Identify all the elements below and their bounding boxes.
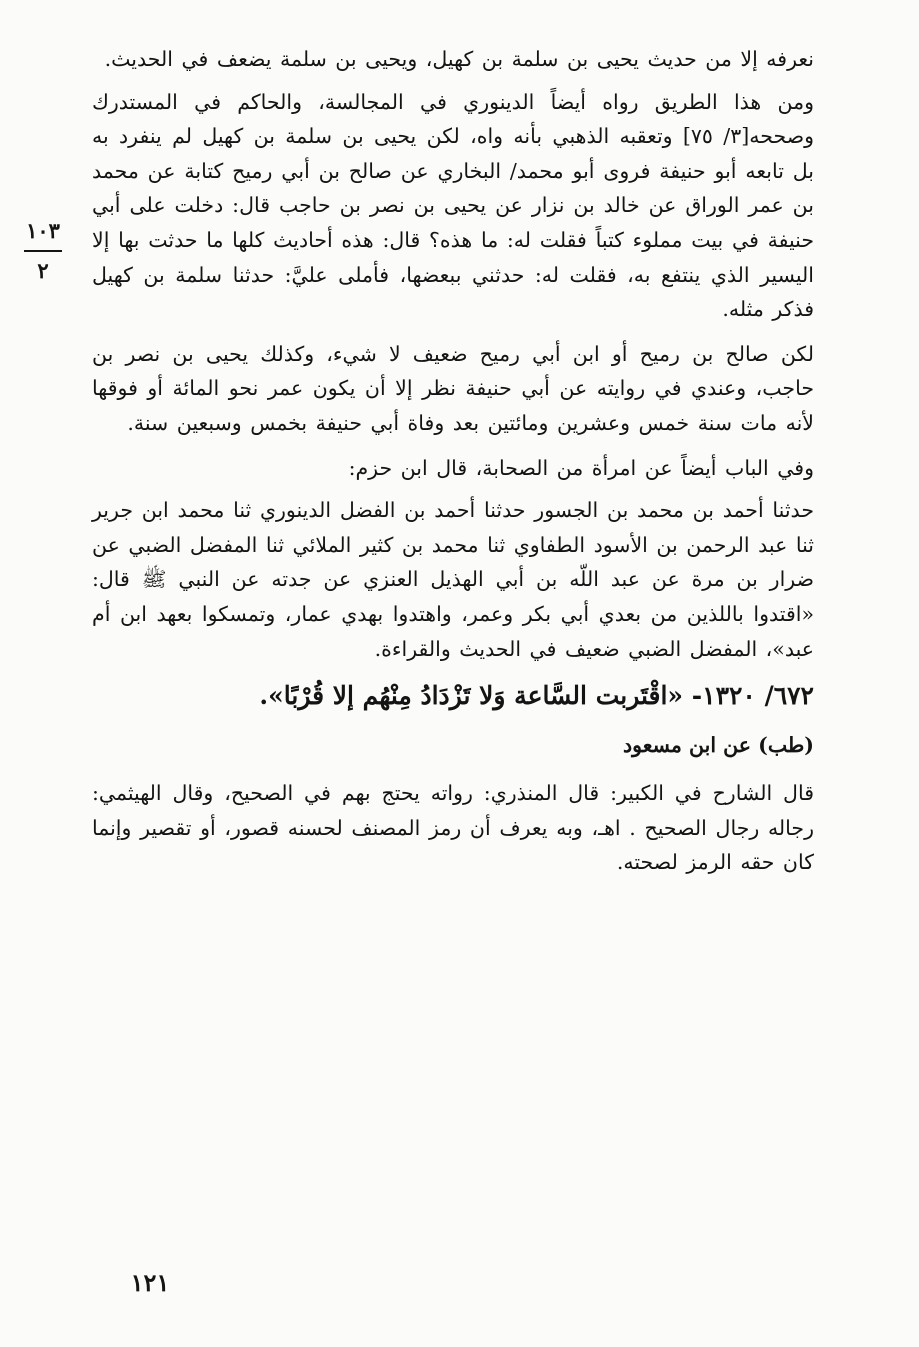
paragraph-1: نعرفه إلا من حديث يحيى بن سلمة بن كهيل، ويحيى بن سلمة يضعف في الحديث. xyxy=(104,47,814,71)
paragraph-4: وفي الباب أيضاً عن امرأة من الصحابة، قال ابن حزم: xyxy=(348,455,814,480)
page-body xyxy=(92,42,814,890)
paragraph-2: ومن هذا الطريق رواه أيضاً الدينوري في المجالسة، والحاكم في المستدرك وصححه[٣/ ٧٥] وتعقبه الذهبي بأنه واه، لكن يحيى بن سلمة بن كهيل لم ينفرد به بل تابعه أبو حنيفة فروى أبو محمد/ البخاري عن صالح بن أبي رميح كتابة عن محمد بن عمر الوراق عن خالد بن نزار عن يحيى بن نصر بن حاجب قال: دخلت على أبي حنيفة في بيت مملوء كتباً فقلت له: ما هذه؟ قال: هذه أحاديث كلها ما حدثت بها إلا اليسير الذي ينتفع به، فقلت له: حدثني ببعضها، فأملى عليَّ: حدثنا سلمة بن كهيل فذكر مثله. xyxy=(92,89,814,322)
margin-reference xyxy=(20,218,66,284)
paragraph-3: لكن صالح بن رميح أو ابن أبي رميح ضعيف لا شيء، وكذلك يحيى بن نصر بن حاجب، وعندي في روايته عن أبي حنيفة نظر إلا أن يكون عمر نحو المائة أو فوقها لأنه مات سنة خمس وعشرين ومائتين بعد وفاة أبي حنيفة بخمس وسبعين سنة. xyxy=(92,341,814,435)
commentary-paragraph: قال الشارح في الكبير: قال المنذري: رواته يحتج بهم في الصحيح، وقال الهيثمي: رجاله رجال الصحيح . اهـ، وبه يعرف أن رمز المصنف لحسنه قصور، أو تقصير وإنما كان حقه الرمز لصحته. xyxy=(92,781,814,875)
page-number: ١٢١ xyxy=(130,1268,170,1297)
paragraph-5: حدثنا أحمد بن محمد بن الجسور حدثنا أحمد بن الفضل الدينوري ثنا محمد ابن جرير ثنا عبد الرحمن بن الأسود الطفاوي ثنا محمد بن كثير الملائي ثنا المفضل الضبي عن ضرار بن مرة عن عبد اللّه بن أبي الهذيل العنزي عن جدته عن النبي ﷺ قال: «اقتدوا باللذين من بعدي أبي بكر وعمر، واهتدوا بهدي عمار، وتمسكوا بعهد ابن أم عبد»، المفضل الضبي ضعيف في الحديث والقراءة. xyxy=(92,498,814,661)
margin-reference-rule xyxy=(24,250,62,252)
margin-reference-bottom: ٢ xyxy=(37,258,49,283)
hadith-source: (طب) عن ابن مسعود xyxy=(623,733,814,758)
hadith-heading: ٦٧٢/ ١٣٢٠- «اقْتَربت السَّاعة وَلا تَزْدَادُ مِنْهُم إلا قُرْبًا». xyxy=(259,681,814,711)
margin-reference-top: ١٠٣ xyxy=(26,218,60,243)
